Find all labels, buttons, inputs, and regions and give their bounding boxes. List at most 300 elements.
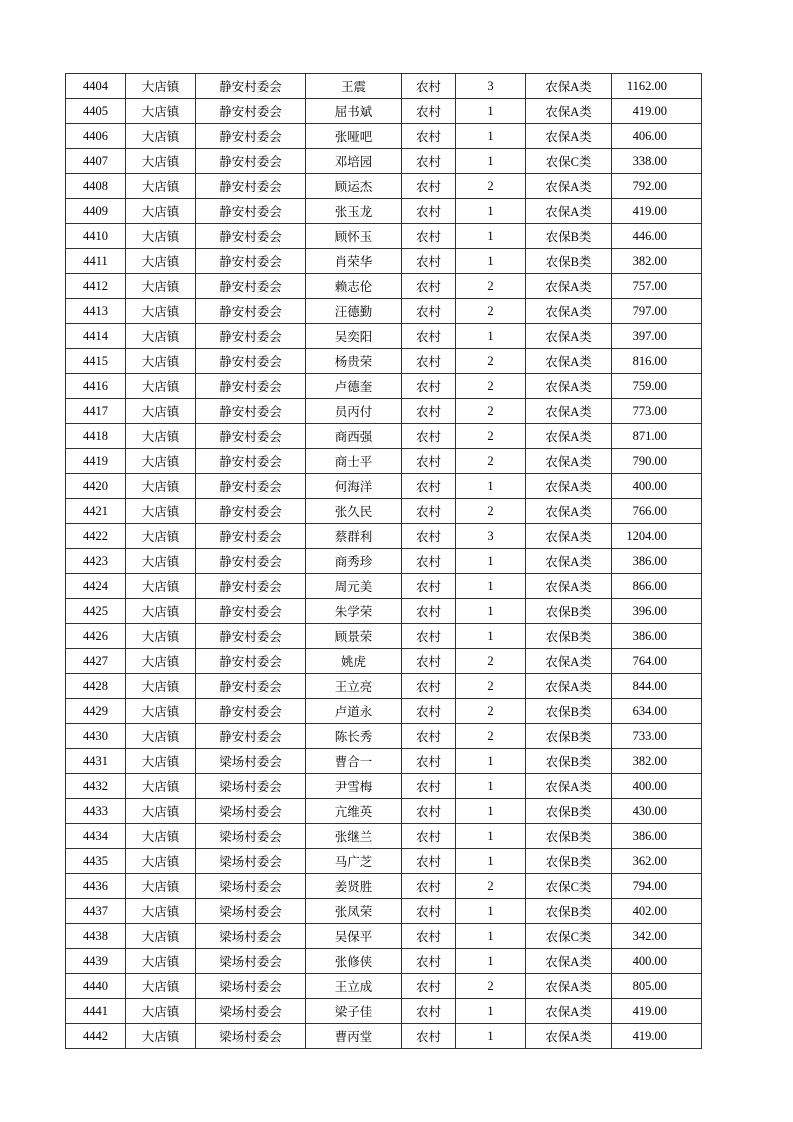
cell-insurance-category: 农保A类 [526,774,612,799]
cell-person-name: 张玉龙 [306,199,402,224]
table-row [66,974,702,999]
cell-village-committee: 静安村委会 [196,724,306,749]
cell-amount: 766.00 [612,499,702,524]
cell-insurance-category: 农保B类 [526,249,612,274]
cell-amount: 797.00 [612,299,702,324]
cell-village-committee: 梁场村委会 [196,1024,306,1049]
cell-insurance-category: 农保B类 [526,624,612,649]
cell-town: 大店镇 [126,924,196,949]
cell-person-name: 杨贵荣 [306,349,402,374]
cell-village-committee: 静安村委会 [196,474,306,499]
cell-person-name: 何海洋 [306,474,402,499]
cell-residence-type: 农村 [402,249,456,274]
cell-town: 大店镇 [126,949,196,974]
cell-residence-type: 农村 [402,424,456,449]
cell-residence-type: 农村 [402,74,456,99]
cell-village-committee: 静安村委会 [196,674,306,699]
cell-insurance-category: 农保A类 [526,274,612,299]
cell-amount: 871.00 [612,424,702,449]
cell-record-id: 4415 [66,349,126,374]
cell-record-id: 4409 [66,199,126,224]
cell-record-id: 4411 [66,249,126,274]
cell-insurance-category: 农保A类 [526,449,612,474]
cell-village-committee: 静安村委会 [196,449,306,474]
cell-village-committee: 梁场村委会 [196,799,306,824]
cell-residence-type: 农村 [402,224,456,249]
cell-town: 大店镇 [126,749,196,774]
cell-record-id: 4426 [66,624,126,649]
cell-town: 大店镇 [126,849,196,874]
cell-amount: 790.00 [612,449,702,474]
cell-residence-type: 农村 [402,624,456,649]
cell-insurance-category: 农保A类 [526,349,612,374]
cell-insurance-category: 农保A类 [526,374,612,399]
cell-amount: 816.00 [612,349,702,374]
table-row [66,624,702,649]
table-row [66,599,702,624]
cell-amount: 419.00 [612,199,702,224]
cell-record-id: 4406 [66,124,126,149]
cell-insurance-category: 农保A类 [526,199,612,224]
cell-village-committee: 梁场村委会 [196,824,306,849]
cell-person-count: 2 [456,299,526,324]
cell-person-name: 姜贤胜 [306,874,402,899]
cell-record-id: 4421 [66,499,126,524]
cell-residence-type: 农村 [402,549,456,574]
table-row [66,224,702,249]
cell-residence-type: 农村 [402,924,456,949]
cell-person-count: 3 [456,524,526,549]
cell-record-id: 4438 [66,924,126,949]
cell-village-committee: 梁场村委会 [196,849,306,874]
cell-village-committee: 静安村委会 [196,99,306,124]
cell-amount: 419.00 [612,99,702,124]
table-row [66,274,702,299]
cell-amount: 382.00 [612,749,702,774]
cell-insurance-category: 农保B类 [526,724,612,749]
cell-residence-type: 农村 [402,449,456,474]
cell-amount: 634.00 [612,699,702,724]
cell-town: 大店镇 [126,249,196,274]
cell-residence-type: 农村 [402,474,456,499]
cell-amount: 400.00 [612,774,702,799]
cell-person-name: 张久民 [306,499,402,524]
cell-village-committee: 静安村委会 [196,299,306,324]
cell-insurance-category: 农保C类 [526,149,612,174]
cell-record-id: 4419 [66,449,126,474]
cell-person-name: 朱学荣 [306,599,402,624]
cell-residence-type: 农村 [402,874,456,899]
cell-village-committee: 静安村委会 [196,174,306,199]
cell-village-committee: 静安村委会 [196,524,306,549]
cell-insurance-category: 农保A类 [526,299,612,324]
cell-person-name: 王立成 [306,974,402,999]
table-row [66,674,702,699]
cell-record-id: 4424 [66,574,126,599]
cell-town: 大店镇 [126,449,196,474]
cell-town: 大店镇 [126,174,196,199]
cell-residence-type: 农村 [402,749,456,774]
cell-person-count: 1 [456,799,526,824]
cell-residence-type: 农村 [402,774,456,799]
cell-insurance-category: 农保B类 [526,899,612,924]
cell-amount: 805.00 [612,974,702,999]
cell-record-id: 4439 [66,949,126,974]
cell-amount: 402.00 [612,899,702,924]
benefit-table [65,73,702,1049]
cell-amount: 382.00 [612,249,702,274]
cell-insurance-category: 农保B类 [526,849,612,874]
cell-person-name: 商西强 [306,424,402,449]
cell-person-count: 2 [456,424,526,449]
cell-insurance-category: 农保A类 [526,674,612,699]
cell-record-id: 4422 [66,524,126,549]
cell-person-count: 1 [456,199,526,224]
table-row [66,124,702,149]
cell-town: 大店镇 [126,124,196,149]
cell-town: 大店镇 [126,399,196,424]
cell-residence-type: 农村 [402,324,456,349]
cell-record-id: 4435 [66,849,126,874]
table-row [66,524,702,549]
cell-amount: 446.00 [612,224,702,249]
cell-record-id: 4417 [66,399,126,424]
cell-town: 大店镇 [126,824,196,849]
cell-record-id: 4423 [66,549,126,574]
cell-person-count: 2 [456,399,526,424]
table-row [66,399,702,424]
cell-town: 大店镇 [126,424,196,449]
cell-record-id: 4441 [66,999,126,1024]
cell-town: 大店镇 [126,474,196,499]
table-row [66,249,702,274]
cell-residence-type: 农村 [402,374,456,399]
cell-amount: 1204.00 [612,524,702,549]
cell-insurance-category: 农保B类 [526,599,612,624]
cell-person-name: 梁子佳 [306,999,402,1024]
cell-residence-type: 农村 [402,574,456,599]
cell-residence-type: 农村 [402,674,456,699]
cell-person-count: 1 [456,474,526,499]
cell-town: 大店镇 [126,574,196,599]
cell-residence-type: 农村 [402,99,456,124]
cell-village-committee: 静安村委会 [196,124,306,149]
cell-residence-type: 农村 [402,974,456,999]
cell-village-committee: 静安村委会 [196,249,306,274]
cell-record-id: 4425 [66,599,126,624]
cell-insurance-category: 农保B类 [526,824,612,849]
cell-insurance-category: 农保A类 [526,549,612,574]
table-row [66,849,702,874]
cell-insurance-category: 农保A类 [526,499,612,524]
cell-amount: 386.00 [612,549,702,574]
cell-town: 大店镇 [126,299,196,324]
cell-insurance-category: 农保A类 [526,174,612,199]
table-row [66,799,702,824]
cell-residence-type: 农村 [402,499,456,524]
table-row [66,824,702,849]
cell-amount: 338.00 [612,149,702,174]
table-row [66,149,702,174]
cell-residence-type: 农村 [402,349,456,374]
table-row [66,949,702,974]
cell-record-id: 4418 [66,424,126,449]
cell-residence-type: 农村 [402,524,456,549]
cell-person-name: 肖荣华 [306,249,402,274]
cell-person-name: 曹丙堂 [306,1024,402,1049]
cell-record-id: 4412 [66,274,126,299]
cell-village-committee: 梁场村委会 [196,774,306,799]
cell-town: 大店镇 [126,799,196,824]
cell-village-committee: 静安村委会 [196,624,306,649]
table-row [66,174,702,199]
cell-person-count: 1 [456,224,526,249]
cell-record-id: 4413 [66,299,126,324]
cell-residence-type: 农村 [402,999,456,1024]
cell-person-count: 1 [456,774,526,799]
cell-person-name: 吴奕阳 [306,324,402,349]
cell-village-committee: 静安村委会 [196,649,306,674]
cell-person-count: 2 [456,724,526,749]
cell-town: 大店镇 [126,349,196,374]
cell-record-id: 4437 [66,899,126,924]
cell-residence-type: 农村 [402,149,456,174]
cell-insurance-category: 农保B类 [526,699,612,724]
cell-village-committee: 梁场村委会 [196,949,306,974]
cell-person-name: 吴保平 [306,924,402,949]
cell-record-id: 4407 [66,149,126,174]
cell-person-name: 尹雪梅 [306,774,402,799]
cell-village-committee: 静安村委会 [196,374,306,399]
cell-residence-type: 农村 [402,724,456,749]
cell-town: 大店镇 [126,549,196,574]
cell-person-name: 邓培园 [306,149,402,174]
cell-town: 大店镇 [126,974,196,999]
cell-record-id: 4429 [66,699,126,724]
cell-amount: 400.00 [612,949,702,974]
cell-person-name: 陈长秀 [306,724,402,749]
cell-village-committee: 静安村委会 [196,74,306,99]
cell-village-committee: 静安村委会 [196,424,306,449]
table-row [66,749,702,774]
cell-village-committee: 静安村委会 [196,149,306,174]
cell-village-committee: 静安村委会 [196,399,306,424]
cell-insurance-category: 农保A类 [526,74,612,99]
cell-town: 大店镇 [126,899,196,924]
table-row [66,349,702,374]
cell-village-committee: 静安村委会 [196,699,306,724]
cell-insurance-category: 农保A类 [526,999,612,1024]
table-row [66,649,702,674]
cell-amount: 419.00 [612,999,702,1024]
document-page [65,73,702,1049]
cell-person-count: 1 [456,824,526,849]
table-row [66,699,702,724]
cell-person-name: 张哑吧 [306,124,402,149]
cell-town: 大店镇 [126,1024,196,1049]
cell-person-name: 张凤荣 [306,899,402,924]
cell-village-committee: 梁场村委会 [196,749,306,774]
cell-person-name: 亢维英 [306,799,402,824]
cell-person-name: 周元美 [306,574,402,599]
cell-amount: 733.00 [612,724,702,749]
cell-person-count: 3 [456,74,526,99]
cell-amount: 396.00 [612,599,702,624]
cell-residence-type: 农村 [402,199,456,224]
cell-amount: 794.00 [612,874,702,899]
cell-person-name: 屈书斌 [306,99,402,124]
cell-residence-type: 农村 [402,599,456,624]
table-row [66,424,702,449]
cell-village-committee: 静安村委会 [196,549,306,574]
cell-person-count: 1 [456,124,526,149]
cell-record-id: 4420 [66,474,126,499]
cell-record-id: 4414 [66,324,126,349]
cell-person-count: 1 [456,849,526,874]
cell-person-count: 1 [456,249,526,274]
cell-insurance-category: 农保A类 [526,324,612,349]
cell-insurance-category: 农保B类 [526,799,612,824]
cell-village-committee: 静安村委会 [196,224,306,249]
cell-record-id: 4428 [66,674,126,699]
cell-insurance-category: 农保A类 [526,124,612,149]
cell-town: 大店镇 [126,374,196,399]
cell-town: 大店镇 [126,724,196,749]
cell-person-count: 1 [456,924,526,949]
cell-person-count: 1 [456,624,526,649]
cell-record-id: 4410 [66,224,126,249]
cell-village-committee: 静安村委会 [196,324,306,349]
cell-person-name: 张修侠 [306,949,402,974]
cell-insurance-category: 农保A类 [526,649,612,674]
cell-person-name: 员丙付 [306,399,402,424]
cell-record-id: 4408 [66,174,126,199]
cell-person-count: 1 [456,549,526,574]
table-row [66,299,702,324]
cell-record-id: 4404 [66,74,126,99]
table-row [66,74,702,99]
cell-insurance-category: 农保B类 [526,749,612,774]
table-row [66,924,702,949]
cell-amount: 773.00 [612,399,702,424]
cell-person-name: 商士平 [306,449,402,474]
cell-person-name: 张继兰 [306,824,402,849]
cell-person-count: 2 [456,974,526,999]
cell-person-count: 2 [456,499,526,524]
cell-insurance-category: 农保A类 [526,474,612,499]
cell-person-name: 顾运杰 [306,174,402,199]
cell-amount: 386.00 [612,824,702,849]
cell-person-count: 1 [456,574,526,599]
cell-insurance-category: 农保A类 [526,574,612,599]
cell-person-name: 王震 [306,74,402,99]
cell-town: 大店镇 [126,74,196,99]
cell-insurance-category: 农保A类 [526,524,612,549]
cell-record-id: 4442 [66,1024,126,1049]
cell-person-name: 卢道永 [306,699,402,724]
cell-town: 大店镇 [126,774,196,799]
cell-village-committee: 梁场村委会 [196,924,306,949]
cell-record-id: 4427 [66,649,126,674]
cell-town: 大店镇 [126,224,196,249]
table-row [66,1024,702,1049]
cell-village-committee: 梁场村委会 [196,899,306,924]
cell-person-count: 2 [456,274,526,299]
cell-village-committee: 梁场村委会 [196,974,306,999]
cell-person-count: 2 [456,374,526,399]
cell-amount: 792.00 [612,174,702,199]
cell-amount: 400.00 [612,474,702,499]
cell-person-name: 马广芝 [306,849,402,874]
cell-insurance-category: 农保A类 [526,399,612,424]
cell-village-committee: 静安村委会 [196,599,306,624]
cell-insurance-category: 农保B类 [526,224,612,249]
cell-record-id: 4405 [66,99,126,124]
cell-amount: 419.00 [612,1024,702,1049]
table-row [66,374,702,399]
cell-residence-type: 农村 [402,949,456,974]
cell-town: 大店镇 [126,274,196,299]
table-row [66,874,702,899]
cell-record-id: 4432 [66,774,126,799]
table-row [66,724,702,749]
cell-amount: 386.00 [612,624,702,649]
cell-residence-type: 农村 [402,799,456,824]
cell-person-count: 2 [456,674,526,699]
cell-person-name: 曹合一 [306,749,402,774]
table-row [66,574,702,599]
cell-insurance-category: 农保A类 [526,1024,612,1049]
cell-amount: 866.00 [612,574,702,599]
cell-insurance-category: 农保A类 [526,99,612,124]
cell-town: 大店镇 [126,199,196,224]
cell-person-name: 顾景荣 [306,624,402,649]
table-row [66,449,702,474]
cell-residence-type: 农村 [402,1024,456,1049]
cell-record-id: 4434 [66,824,126,849]
cell-person-name: 姚虎 [306,649,402,674]
cell-record-id: 4431 [66,749,126,774]
cell-person-count: 2 [456,699,526,724]
cell-town: 大店镇 [126,324,196,349]
cell-insurance-category: 农保C类 [526,924,612,949]
table-row [66,499,702,524]
cell-person-count: 1 [456,899,526,924]
cell-insurance-category: 农保A类 [526,974,612,999]
cell-town: 大店镇 [126,499,196,524]
cell-person-count: 1 [456,1024,526,1049]
cell-residence-type: 农村 [402,274,456,299]
cell-person-count: 2 [456,649,526,674]
cell-person-name: 王立亮 [306,674,402,699]
table-row [66,324,702,349]
cell-person-name: 顾怀玉 [306,224,402,249]
cell-person-name: 商秀珍 [306,549,402,574]
cell-insurance-category: 农保A类 [526,424,612,449]
cell-amount: 397.00 [612,324,702,349]
cell-person-count: 1 [456,324,526,349]
cell-residence-type: 农村 [402,649,456,674]
cell-village-committee: 静安村委会 [196,574,306,599]
table-row [66,549,702,574]
cell-residence-type: 农村 [402,824,456,849]
cell-town: 大店镇 [126,524,196,549]
cell-person-count: 2 [456,174,526,199]
cell-town: 大店镇 [126,699,196,724]
cell-person-count: 1 [456,149,526,174]
cell-record-id: 4430 [66,724,126,749]
cell-person-count: 1 [456,999,526,1024]
